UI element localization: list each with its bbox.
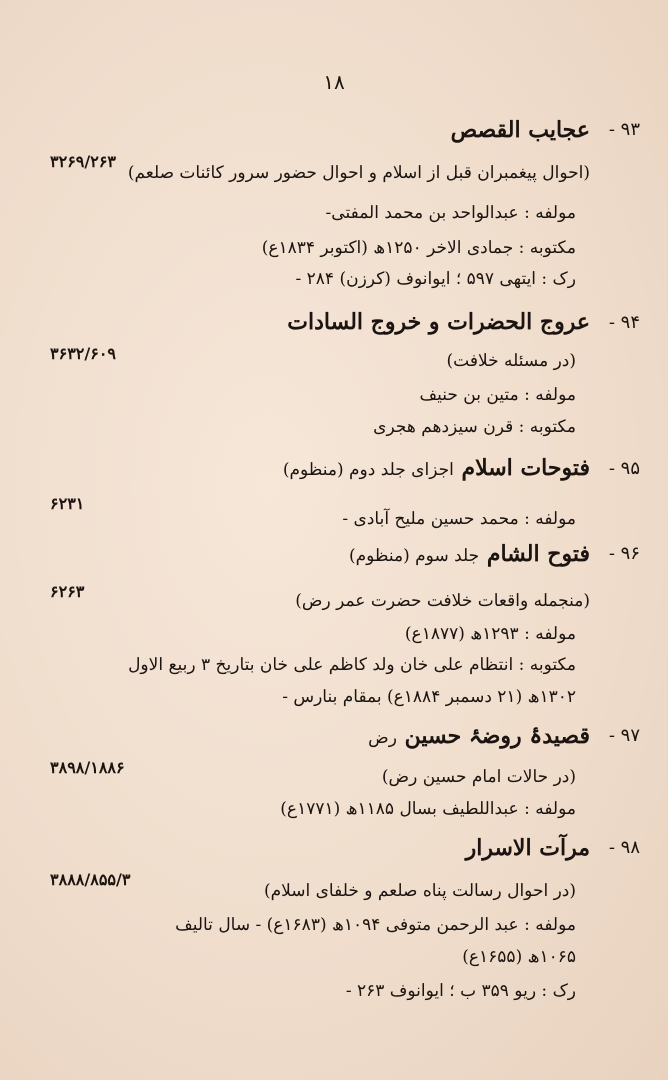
entry-line: (در احوال رسالت پناه صلعم و خلفای اسلام)	[263, 881, 576, 901]
entry-title-row	[30, 722, 590, 752]
entry-line: (در مسئله خلافت)	[446, 351, 576, 371]
entry-line: ۱۳۰۲ھ (۲۱ دسمبر ۱۸۸۴ع) بمقام بنارس -	[282, 687, 576, 707]
entry-line: مکتوبه : انتظام علی خان ولد کاظم علی خان بتاریخ ۳ ربیع الاول	[128, 655, 576, 675]
entry-title: عروج الحضرات و خروج السادات	[287, 309, 590, 335]
entry-line: رک : ریو ۳۵۹ ب ؛ ایوانوف ۲۶۳ -	[345, 981, 576, 1001]
entry-number: ۹۵ -	[608, 458, 640, 479]
entry-line: ۱۰۶۵ھ (۱۶۵۵ع)	[462, 947, 576, 967]
entry-line: مولفه : ۱۲۹۳ھ (۱۸۷۷ع)	[404, 624, 576, 644]
entry-line: (منجمله واقعات خلافت حضرت عمر رض)	[295, 591, 590, 611]
catalog-reference: ۶۲۳۱	[50, 494, 85, 513]
catalog-reference: ۳۸۸۸/۸۵۵/۳	[50, 870, 131, 889]
entry-number: ۹۴ -	[608, 312, 640, 333]
entry-number: ۹۷ -	[608, 725, 640, 746]
entry-number: ۹۶ -	[608, 543, 640, 564]
entry-line: مولفه : عبد الرحمن متوفی ۱۰۹۴ھ (۱۶۸۳ع) - سال تالیف	[175, 915, 576, 935]
entry-title: عجایب القصص	[450, 117, 590, 143]
entry-title-row	[30, 454, 590, 484]
entry-line: رک : ایتھی ۵۹۷ ؛ ایوانوف (کرزن) ۲۸۴ -	[295, 269, 576, 289]
entry-line: مکتوبه : جمادی الاخر ۱۲۵۰ھ (اکتوبر ۱۸۳۴ع)	[261, 238, 576, 258]
entry-title: فتوحات اسلام	[461, 455, 590, 481]
entry-line: مولفه : عبداللطیف بسال ۱۱۸۵ھ (۱۷۷۱ع)	[280, 799, 576, 819]
entry-title-extra: رض	[368, 728, 397, 748]
entry-title-extra: جلد سوم (منظوم)	[348, 546, 480, 566]
entry-title: مرآت الاسرار	[465, 835, 590, 861]
catalog-reference: ۳۲۶۹/۲۶۳	[50, 152, 116, 171]
entry-title-row	[30, 540, 590, 570]
entry-number: ۹۳ -	[608, 119, 640, 140]
entry-line: مولفه : عبدالواحد بن محمد المفتی-	[325, 203, 576, 223]
entry-line: مکتوبه : قرن سیزدهم هجری	[373, 417, 576, 437]
page-number: ۱۸	[323, 70, 345, 94]
entry-line: مولفه : متین بن حنیف	[419, 385, 576, 405]
entry-line: مولفه : محمد حسین ملیح آبادی -	[342, 509, 576, 529]
entry-number: ۹۸ -	[608, 837, 640, 858]
entry-title-extra: اجزای جلد دوم (منظوم)	[282, 460, 454, 480]
catalog-reference: ۶۲۶۳	[50, 582, 85, 601]
catalog-reference: ۳۸۹۸/۱۸۸۶	[50, 758, 125, 777]
catalog-reference: ۳۶۳۲/۶۰۹	[50, 344, 116, 363]
entry-line: (احوال پیغمبران قبل از اسلام و احوال حضور سرور کائنات صلعم)	[127, 163, 590, 183]
entry-title: قصیدۂ روضۂ حسین	[404, 723, 590, 749]
entry-line: (در حالات امام حسین رض)	[381, 767, 576, 787]
entry-title: فتوح الشام	[486, 541, 590, 567]
